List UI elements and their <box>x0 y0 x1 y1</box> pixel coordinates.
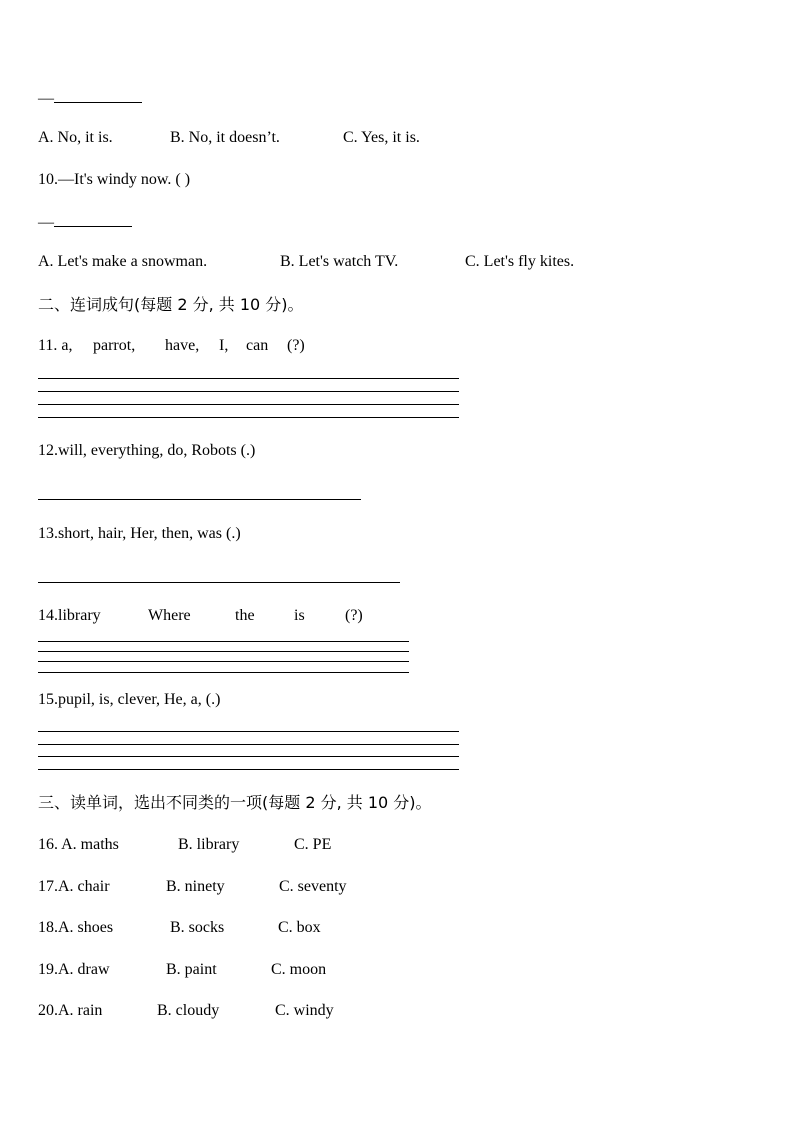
q19-option-a: 19.A. draw <box>38 961 110 978</box>
dash: — <box>38 90 54 107</box>
writing-line[interactable] <box>38 731 459 732</box>
q18-option-b: B. socks <box>170 919 225 936</box>
q9-option-a: A. No, it is. <box>38 129 113 146</box>
q17-option-a: 17.A. chair <box>38 878 110 895</box>
q14-word: the <box>235 607 255 624</box>
q18-option-c: C. box <box>278 919 321 936</box>
writing-line[interactable] <box>38 499 361 500</box>
writing-line[interactable] <box>38 582 400 583</box>
q18-option-a: 18.A. shoes <box>38 919 114 936</box>
q19-option-c: C. moon <box>271 961 327 978</box>
answer-blank[interactable] <box>54 88 142 103</box>
q16-option-c: C. PE <box>294 836 332 853</box>
q10-option-c: C. Let's fly kites. <box>465 253 575 270</box>
writing-line[interactable] <box>38 404 459 405</box>
q14-word: Where <box>148 607 191 624</box>
q15-text: 15.pupil, is, clever, He, a, (.) <box>38 691 221 708</box>
q10-answer-line <box>38 212 132 233</box>
q20-option-b: B. cloudy <box>157 1002 220 1019</box>
writing-line[interactable] <box>38 769 459 770</box>
answer-blank[interactable] <box>54 212 132 227</box>
q11-word: parrot, <box>93 337 136 354</box>
writing-line[interactable] <box>38 661 409 662</box>
q19-option-b: B. paint <box>166 961 217 978</box>
q9-option-c: C. Yes, it is. <box>343 129 420 146</box>
writing-line[interactable] <box>38 378 459 379</box>
q11-num: 11. a, <box>38 337 73 354</box>
writing-line[interactable] <box>38 391 459 392</box>
q11-word: (?) <box>287 337 305 354</box>
q9-answer-line <box>38 88 142 109</box>
q20-option-a: 20.A. rain <box>38 1002 103 1019</box>
q12-text: 12.will, everything, do, Robots (.) <box>38 442 256 459</box>
q10-option-b: B. Let's watch TV. <box>280 253 399 270</box>
q20-option-c: C. windy <box>275 1002 334 1019</box>
q13-text: 13.short, hair, Her, then, was (.) <box>38 525 241 542</box>
writing-line[interactable] <box>38 756 459 757</box>
dash: — <box>38 214 54 231</box>
section2-title: 二、连词成句(每题 2 分, 共 10 分)。 <box>38 295 304 314</box>
q10-stem: 10.—It's windy now. ( ) <box>38 171 191 188</box>
q16-option-a: 16. A. maths <box>38 836 119 853</box>
writing-line[interactable] <box>38 744 459 745</box>
q11-word: can <box>246 337 269 354</box>
q16-option-b: B. library <box>178 836 240 853</box>
q14-word: (?) <box>345 607 363 624</box>
q9-option-b: B. No, it doesn’t. <box>170 129 280 146</box>
q11-word: have, <box>165 337 200 354</box>
q14-num: 14.library <box>38 607 101 624</box>
section3-title: 三、读单词，选出不同类的一项(每题 2 分, 共 10 分)。 <box>38 793 432 812</box>
q17-option-b: B. ninety <box>166 878 225 895</box>
writing-line[interactable] <box>38 417 459 418</box>
q10-option-a: A. Let's make a snowman. <box>38 253 208 270</box>
writing-line[interactable] <box>38 672 409 673</box>
q17-option-c: C. seventy <box>279 878 347 895</box>
q11-word: I, <box>219 337 229 354</box>
writing-line[interactable] <box>38 651 409 652</box>
writing-line[interactable] <box>38 641 409 642</box>
q14-word: is <box>294 607 305 624</box>
